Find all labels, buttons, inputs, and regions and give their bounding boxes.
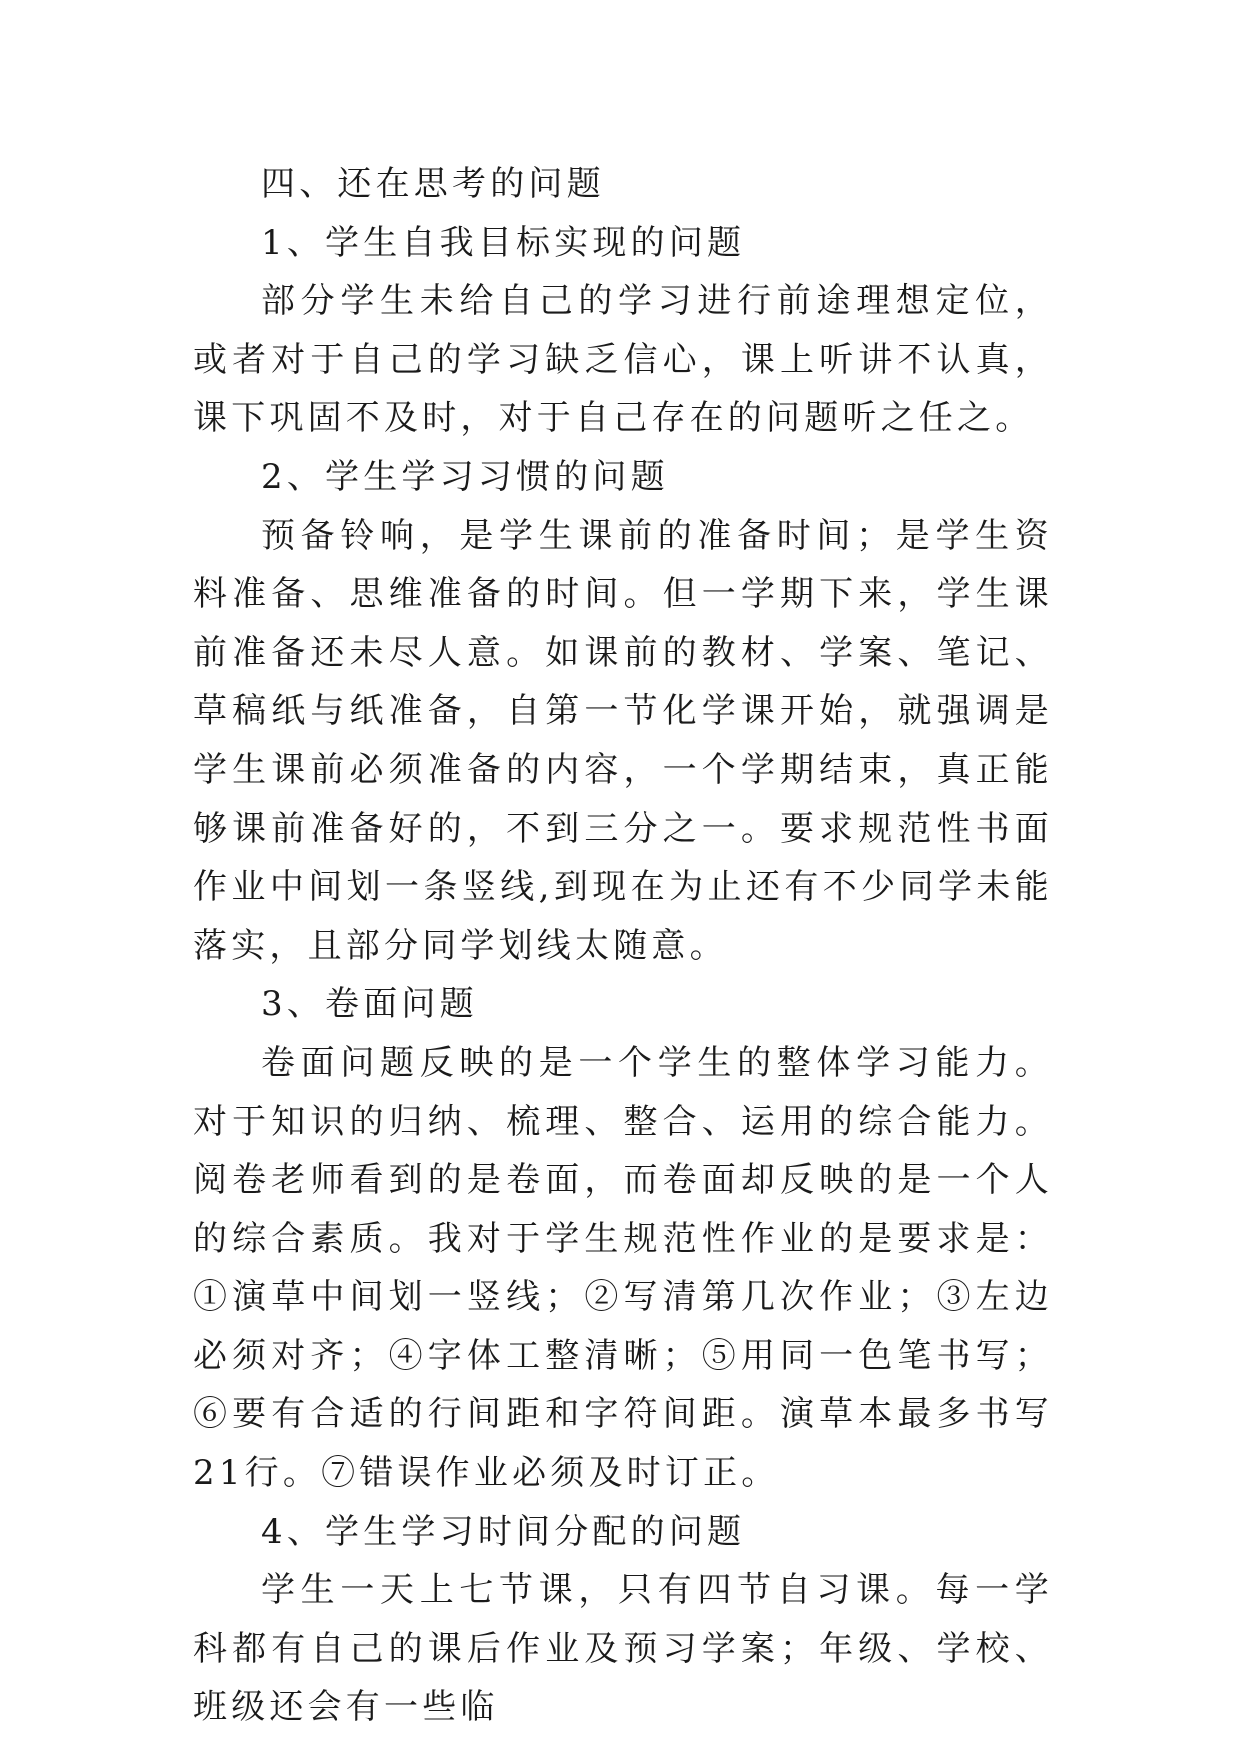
subheading-self-goal: 1、学生自我目标实现的问题 — [261, 222, 746, 263]
paragraph-time-allocation: 学生一天上七节课，只有四节自习课。每一学科都有自己的课后作业及预习学案；年级、学校、班级还会有一些临 — [193, 1570, 1053, 1728]
document-body — [193, 155, 1053, 1737]
paragraph-self-goal: 部分学生未给自己的学习进行前途理想定位，或者对于自己的学习缺乏信心，课上听讲不认真，课下巩固不及时，对于自己存在的问题听之任之。 — [193, 281, 1053, 439]
paragraph-study-habits: 预备铃响，是学生课前的准备时间；是学生资料准备、思维准备的时间。但一学期下来，学生课前准备还未尽人意。如课前的教材、学案、笔记、草稿纸与纸准备，自第一节化学课开始，就强调是学生课前必须准备的内容，一个学期结束，真正能够课前准备好的，不到三分之一。要求规范性书面作业中间划一条竖线,到现在为止还有不少同学未能落实，且部分同学划线太随意。 — [193, 515, 1053, 966]
subheading-study-habits: 2、学生学习习惯的问题 — [261, 456, 669, 497]
section-heading: 四、还在思考的问题 — [261, 164, 605, 204]
subheading-paper-neatness: 3、卷面问题 — [261, 984, 478, 1025]
paragraph-paper-neatness: 卷面问题反映的是一个学生的整体学习能力。对于知识的归纳、梳理、整合、运用的综合能力。阅卷老师看到的是卷面，而卷面却反映的是一个人的综合素质。我对于学生规范性作业的是要求是：①演草中间划一竖线；②写清第几次作业；③左边必须对齐；④字体工整清晰；⑤用同一色笔书写；⑥要有合适的行间距和字符间距。演草本最多书写21行。⑦错误作业必须及时订正。 — [193, 1042, 1053, 1494]
subheading-time-allocation: 4、学生学习时间分配的问题 — [261, 1511, 746, 1552]
